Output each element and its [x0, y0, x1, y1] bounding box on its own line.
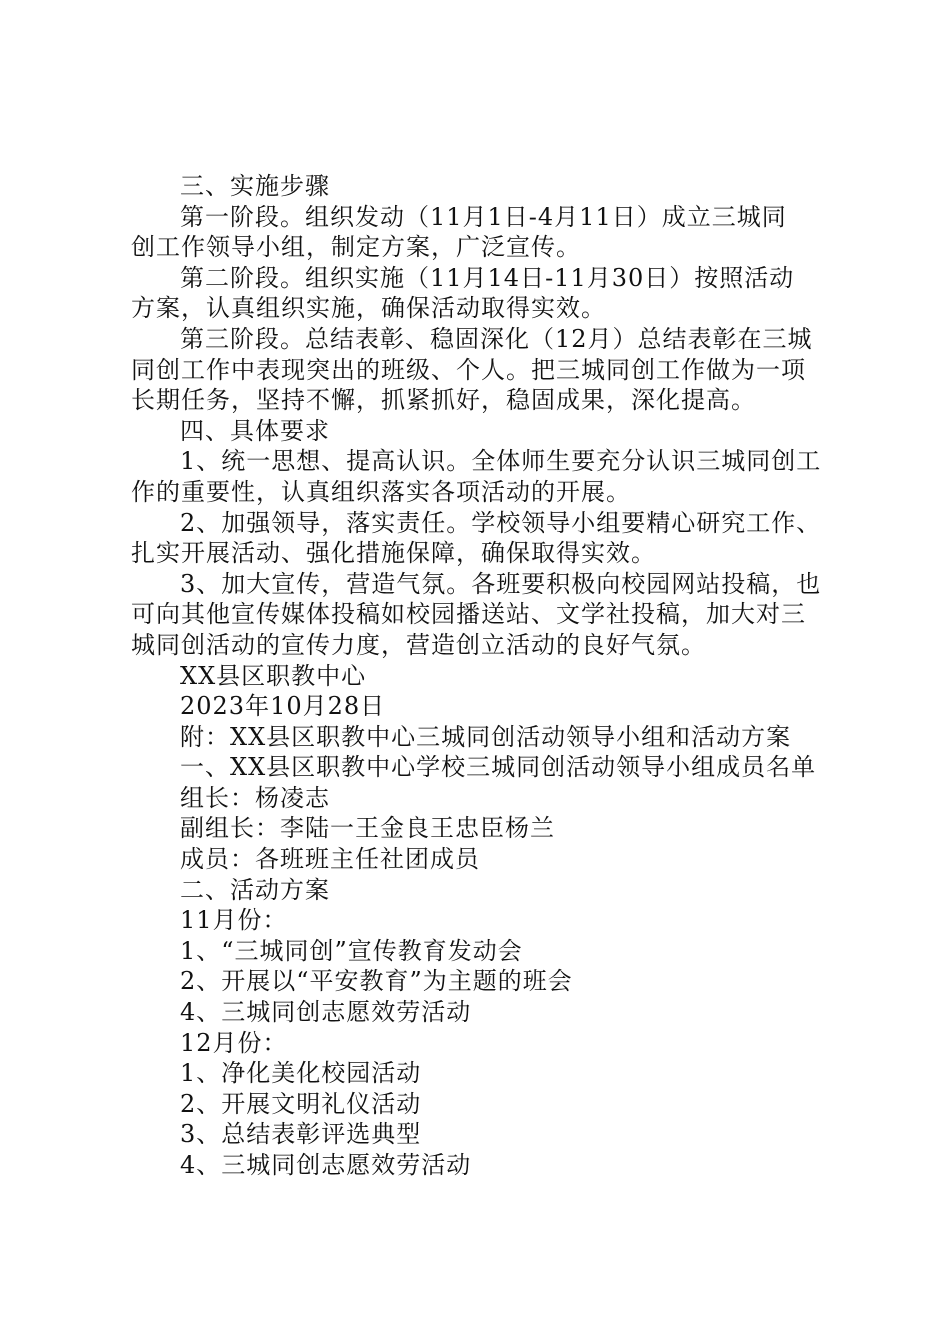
- list-item: 1、“三城同创”宣传教育发动会: [180, 936, 523, 965]
- paragraph-line: 创工作领导小组，制定方案，广泛宣传。: [131, 233, 581, 262]
- paragraph-line: 可向其他宣传媒体投稿如校园播送站、文学社投稿，加大对三: [131, 600, 806, 629]
- list-item: 4、三城同创志愿效劳活动: [180, 998, 472, 1027]
- paragraph-line: 城同创活动的宣传力度，营造创立活动的良好气氛。: [131, 630, 706, 659]
- paragraph-line: 方案，认真组织实施，确保活动取得实效。: [131, 294, 606, 323]
- month-heading: 11月份：: [180, 906, 288, 935]
- paragraph-line: 长期任务，坚持不懈，抓紧抓好，稳固成果，深化提高。: [131, 386, 756, 415]
- section-heading-leadership: 一、XX县区职教中心学校三城同创活动领导小组成员名单: [180, 753, 817, 782]
- list-item: 3、总结表彰评选典型: [180, 1120, 422, 1149]
- list-item: 成员：各班班主任社团成员: [180, 845, 480, 874]
- section-heading-steps: 三、实施步骤: [180, 172, 330, 200]
- list-item: 1、净化美化校园活动: [180, 1059, 422, 1088]
- section-heading-requirements: 四、具体要求: [180, 416, 330, 445]
- paragraph-line: 3、加大宣传，营造气氛。各班要积极向校园网站投稿，也: [180, 569, 822, 598]
- list-item: 2、开展文明礼仪活动: [180, 1089, 422, 1118]
- paragraph-line: 第三阶段。总结表彰、稳固深化（12月）总结表彰在三城: [180, 324, 813, 353]
- paragraph-line: 1、统一思想、提高认识。全体师生要充分认识三城同创工: [180, 447, 822, 476]
- appendix-title: 附：XX县区职教中心三城同创活动领导小组和活动方案: [180, 722, 792, 751]
- list-item: 4、三城同创志愿效劳活动: [180, 1151, 472, 1179]
- paragraph-line: 扎实开展活动、强化措施保障，确保取得实效。: [131, 539, 656, 568]
- paragraph-line: 2、加强领导，落实责任。学校领导小组要精心研究工作、: [180, 508, 822, 537]
- list-item: 2、开展以“平安教育”为主题的班会: [180, 967, 573, 996]
- paragraph-line: 第二阶段。组织实施（11月14日-11月30日）按照活动: [180, 263, 795, 292]
- signature-organization: XX县区职教中心: [180, 661, 367, 690]
- list-item: 副组长：李陆一王金良王忠臣杨兰: [180, 814, 555, 843]
- paragraph-line: 第一阶段。组织发动（11月1日-4月11日）成立三城同: [180, 202, 787, 231]
- paragraph-line: 作的重要性，认真组织落实各项活动的开展。: [131, 477, 631, 506]
- document-body: [131, 171, 831, 1181]
- paragraph-line: 同创工作中表现突出的班级、个人。把三城同创工作做为一项: [131, 355, 806, 384]
- month-heading: 12月份：: [180, 1028, 288, 1057]
- section-heading-plan: 二、活动方案: [180, 875, 330, 904]
- signature-date: 2023年10月28日: [180, 692, 386, 721]
- list-item: 组长：杨凌志: [180, 783, 330, 812]
